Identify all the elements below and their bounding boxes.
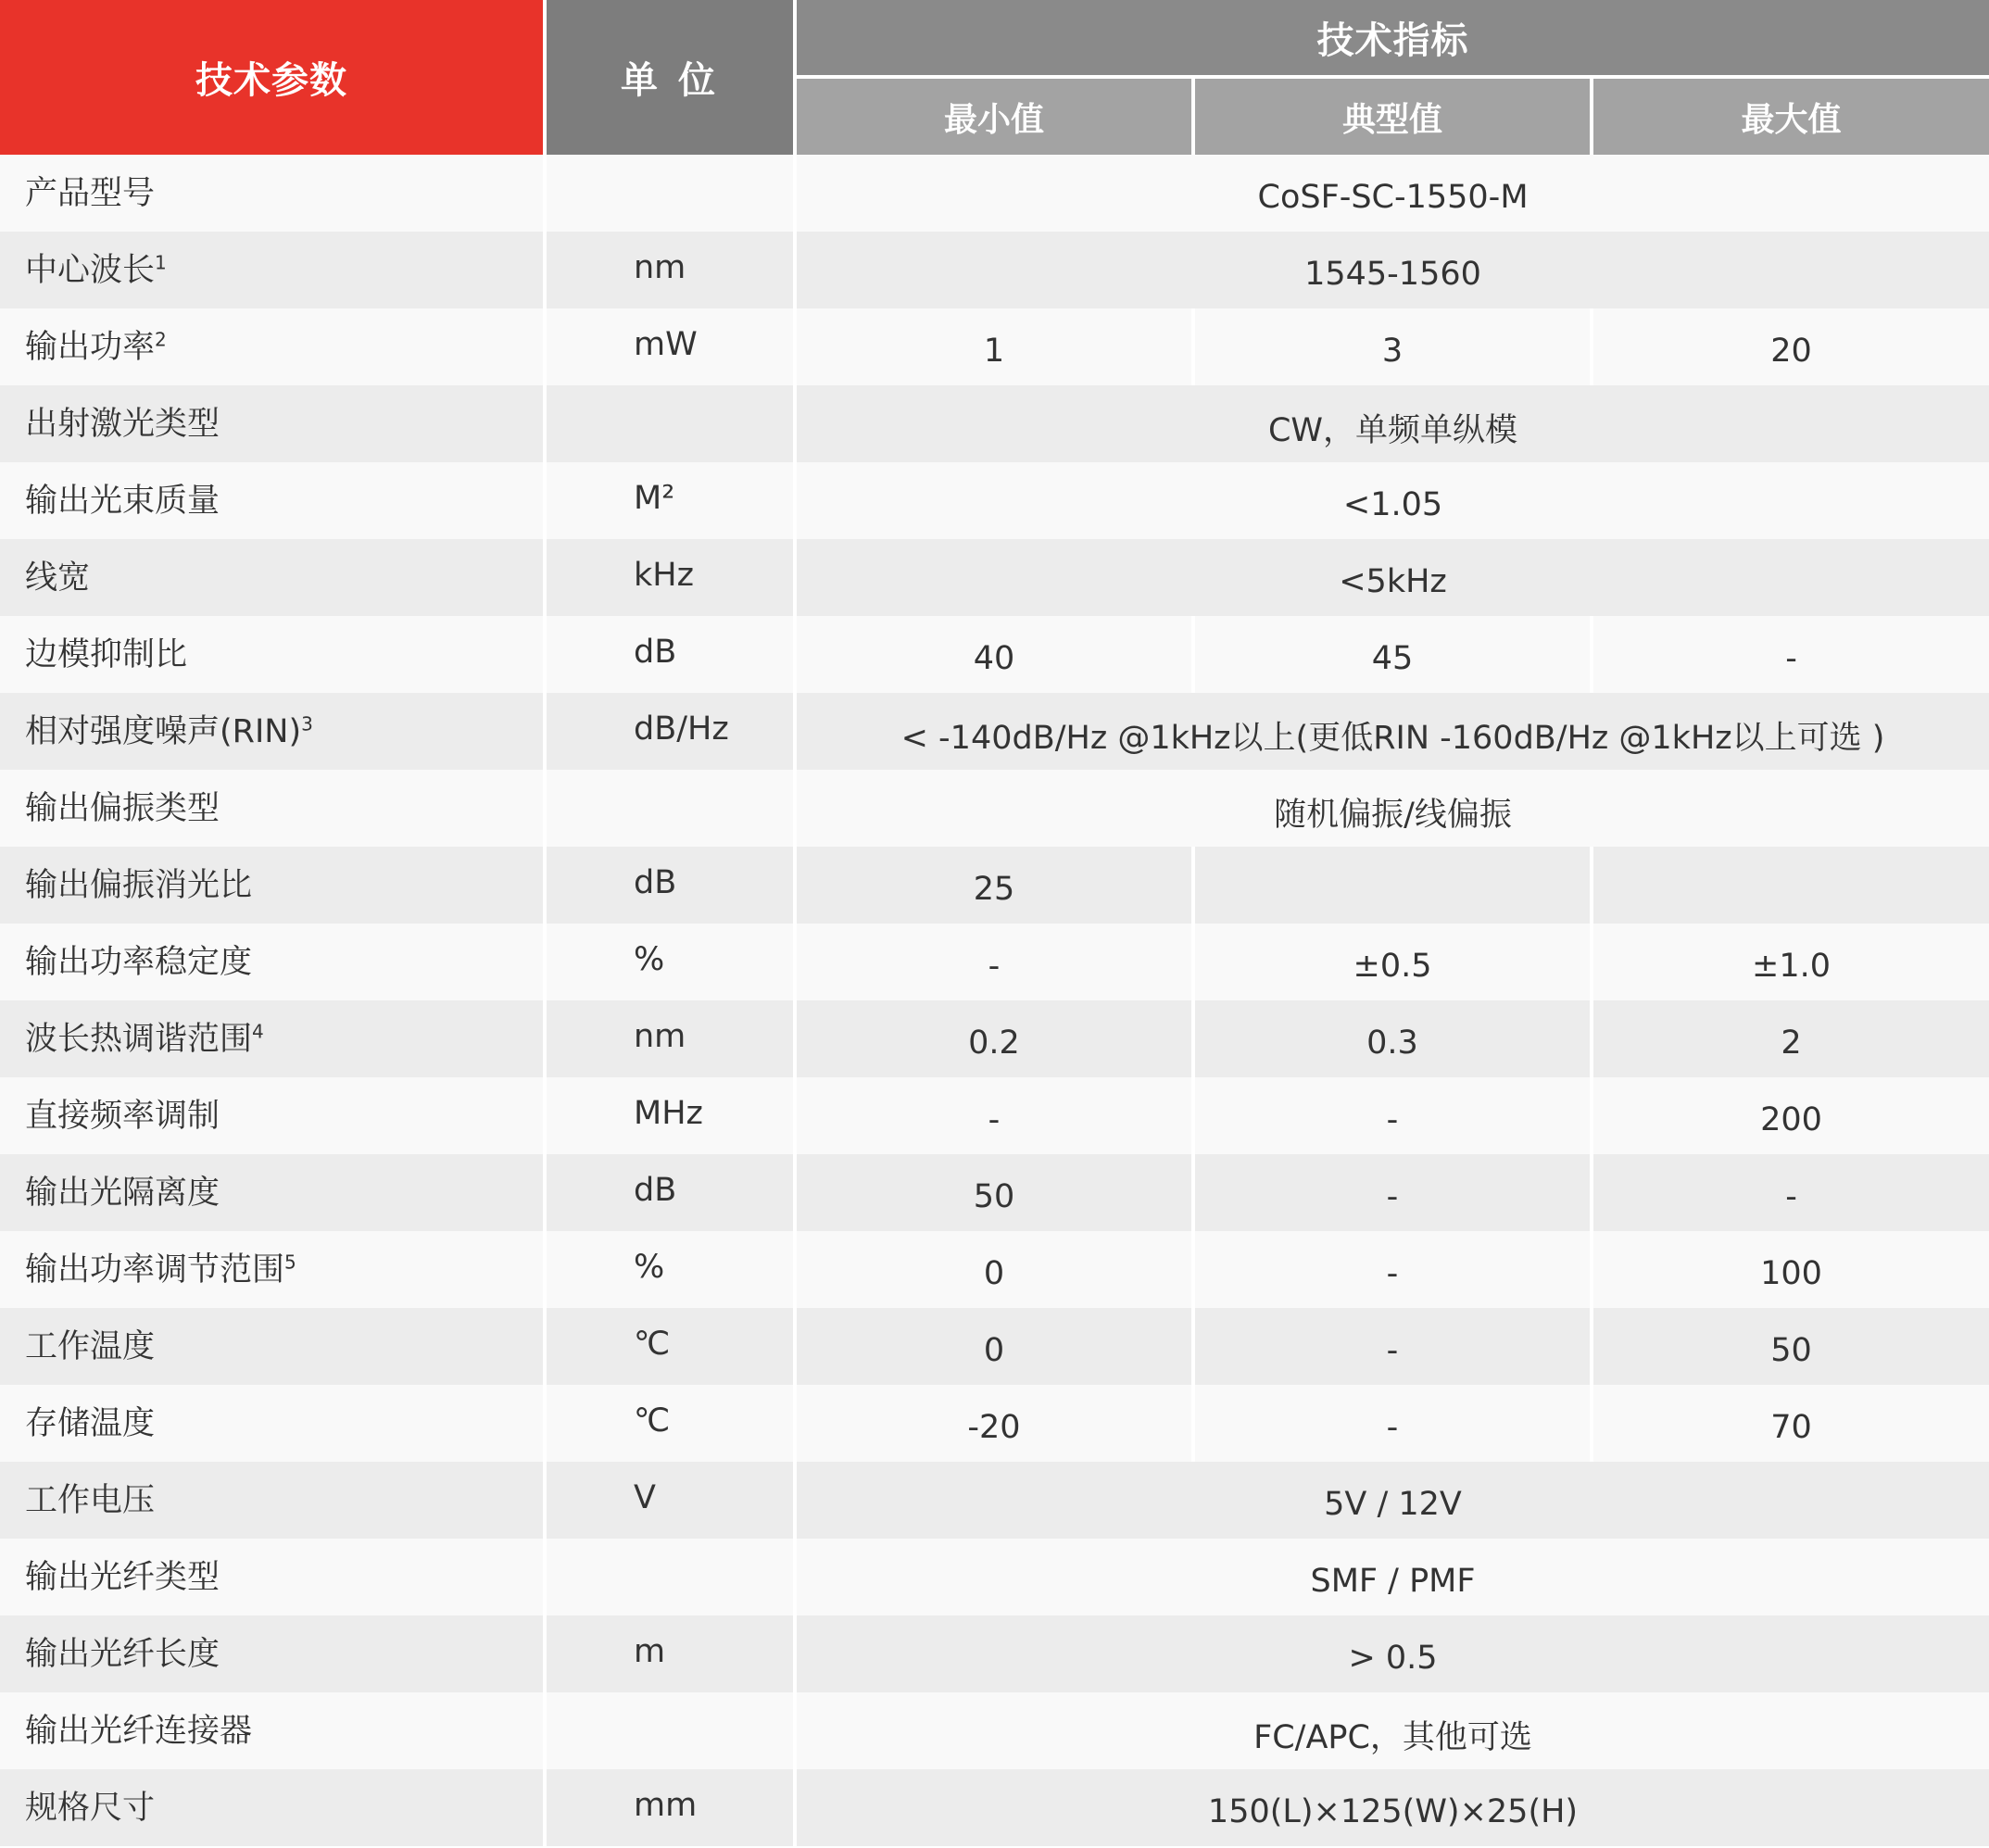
table-body	[0, 155, 1989, 1846]
table-row	[0, 1385, 1989, 1462]
table-row	[0, 308, 1989, 385]
param-cell	[0, 770, 545, 847]
table-row	[0, 155, 1989, 232]
table-row	[0, 385, 1989, 462]
param-cell	[0, 1000, 545, 1077]
min-value-cell: -	[795, 924, 1193, 1000]
spec-value-cell: SMF / PMF	[795, 1539, 1989, 1615]
min-value-cell: 0	[795, 1231, 1193, 1308]
unit-cell: dB	[545, 616, 795, 693]
table-row	[0, 1692, 1989, 1769]
param-label: 输出光隔离度	[25, 1174, 220, 1212]
param-cell	[0, 1385, 545, 1462]
spec-value-cell: CW，单频单纵模	[795, 385, 1989, 462]
unit-cell: nm	[545, 232, 795, 308]
param-label: 输出光纤连接器	[25, 1712, 253, 1750]
unit-cell	[545, 1692, 795, 1769]
typ-value-cell: 0.3	[1193, 1000, 1592, 1077]
max-value-cell: ±1.0	[1592, 924, 1989, 1000]
table-row	[0, 847, 1989, 924]
header-typ: 典型值	[1193, 77, 1592, 155]
param-label: 产品型号	[25, 174, 156, 212]
typ-value-cell: -	[1193, 1308, 1592, 1385]
min-value-cell: 50	[795, 1154, 1193, 1231]
param-label: 输出光束质量	[25, 482, 220, 520]
unit-cell: mW	[545, 308, 795, 385]
param-cell	[0, 924, 545, 1000]
unit-cell: %	[545, 924, 795, 1000]
min-value-cell: 0	[795, 1308, 1193, 1385]
param-cell	[0, 1231, 545, 1308]
table-row	[0, 1462, 1989, 1539]
unit-cell: ℃	[545, 1385, 795, 1462]
footnote-marker: 2	[155, 327, 167, 350]
param-cell	[0, 539, 545, 616]
table-row	[0, 770, 1989, 847]
unit-cell	[545, 385, 795, 462]
spec-value-cell: 随机偏振/线偏振	[795, 770, 1989, 847]
spec-value-cell: > 0.5	[795, 1615, 1989, 1692]
table-row	[0, 693, 1989, 770]
table-row	[0, 232, 1989, 308]
param-cell	[0, 385, 545, 462]
param-label: 工作电压	[25, 1481, 156, 1519]
typ-value-cell: ±0.5	[1193, 924, 1592, 1000]
param-label: 输出偏振消光比	[25, 866, 253, 904]
param-label: 输出光纤长度	[25, 1635, 220, 1673]
param-cell	[0, 1539, 545, 1615]
table-row	[0, 924, 1989, 1000]
unit-cell	[545, 770, 795, 847]
unit-cell: MHz	[545, 1077, 795, 1154]
unit-cell	[545, 1539, 795, 1615]
param-label: 输出功率调节范围	[25, 1251, 285, 1289]
param-label: 出射激光类型	[25, 405, 220, 443]
param-label: 存储温度	[25, 1404, 156, 1442]
typ-value-cell	[1193, 847, 1592, 924]
footnote-marker: 4	[252, 1019, 264, 1042]
typ-value-cell: -	[1193, 1154, 1592, 1231]
unit-cell: dB/Hz	[545, 693, 795, 770]
spec-value-cell: 1545-1560	[795, 232, 1989, 308]
min-value-cell: 40	[795, 616, 1193, 693]
param-label: 规格尺寸	[25, 1789, 156, 1827]
param-label: 波长热调谐范围	[25, 1020, 253, 1058]
max-value-cell: 50	[1592, 1308, 1989, 1385]
max-value-cell: 20	[1592, 308, 1989, 385]
unit-cell: dB	[545, 847, 795, 924]
header-param: 技术参数	[0, 0, 545, 155]
table-row	[0, 1308, 1989, 1385]
param-cell	[0, 308, 545, 385]
table-row	[0, 1154, 1989, 1231]
spec-value-cell: CoSF-SC-1550-M	[795, 155, 1989, 232]
unit-cell: kHz	[545, 539, 795, 616]
spec-value-cell: <1.05	[795, 462, 1989, 539]
spec-value-cell: FC/APC，其他可选	[795, 1692, 1989, 1769]
unit-cell: m	[545, 1615, 795, 1692]
max-value-cell	[1592, 847, 1989, 924]
max-value-cell: -	[1592, 616, 1989, 693]
param-cell	[0, 1154, 545, 1231]
min-value-cell: -	[795, 1077, 1193, 1154]
param-cell	[0, 1308, 545, 1385]
unit-cell: M²	[545, 462, 795, 539]
table-row	[0, 1615, 1989, 1692]
max-value-cell: 70	[1592, 1385, 1989, 1462]
param-cell	[0, 1615, 545, 1692]
max-value-cell: 100	[1592, 1231, 1989, 1308]
min-value-cell: 25	[795, 847, 1193, 924]
footnote-marker: 1	[155, 250, 167, 273]
typ-value-cell: 45	[1193, 616, 1592, 693]
header-max: 最大值	[1592, 77, 1989, 155]
unit-cell: nm	[545, 1000, 795, 1077]
typ-value-cell: -	[1193, 1231, 1592, 1308]
param-label: 输出功率	[25, 328, 156, 366]
max-value-cell: 200	[1592, 1077, 1989, 1154]
max-value-cell: 2	[1592, 1000, 1989, 1077]
unit-cell: ℃	[545, 1308, 795, 1385]
param-label: 相对强度噪声(RIN)	[25, 712, 302, 750]
param-label: 线宽	[25, 559, 91, 597]
table-row	[0, 539, 1989, 616]
param-cell	[0, 1692, 545, 1769]
footnote-marker: 3	[301, 711, 313, 735]
unit-cell: V	[545, 1462, 795, 1539]
max-value-cell: -	[1592, 1154, 1989, 1231]
param-cell	[0, 847, 545, 924]
param-label: 输出光纤类型	[25, 1558, 220, 1596]
param-cell	[0, 1462, 545, 1539]
table-row	[0, 1231, 1989, 1308]
param-cell	[0, 693, 545, 770]
param-label: 中心波长	[25, 251, 156, 289]
param-label: 直接频率调制	[25, 1097, 220, 1135]
param-cell	[0, 616, 545, 693]
typ-value-cell: -	[1193, 1385, 1592, 1462]
param-cell	[0, 1769, 545, 1846]
param-label: 工作温度	[25, 1327, 156, 1365]
param-cell	[0, 232, 545, 308]
header-unit: 单 位	[545, 0, 795, 155]
table-row	[0, 462, 1989, 539]
footnote-marker: 5	[284, 1250, 296, 1273]
unit-cell: %	[545, 1231, 795, 1308]
min-value-cell: 0.2	[795, 1000, 1193, 1077]
spec-value-cell: < -140dB/Hz @1kHz以上(更低RIN -160dB/Hz @1kHz以上可选 )	[795, 693, 1989, 770]
param-cell	[0, 1077, 545, 1154]
spec-value-cell: 150(L)×125(W)×25(H)	[795, 1769, 1989, 1846]
table-row	[0, 1077, 1989, 1154]
header-min: 最小值	[795, 77, 1193, 155]
table-row	[0, 1769, 1989, 1846]
table-header	[0, 0, 1989, 155]
table-row	[0, 616, 1989, 693]
unit-cell: mm	[545, 1769, 795, 1846]
spec-value-cell: <5kHz	[795, 539, 1989, 616]
param-label: 输出偏振类型	[25, 789, 220, 827]
unit-cell: dB	[545, 1154, 795, 1231]
header-spec: 技术指标	[795, 0, 1989, 77]
min-value-cell: -20	[795, 1385, 1193, 1462]
spec-value-cell: 5V / 12V	[795, 1462, 1989, 1539]
table-row	[0, 1539, 1989, 1615]
typ-value-cell: 3	[1193, 308, 1592, 385]
typ-value-cell: -	[1193, 1077, 1592, 1154]
min-value-cell: 1	[795, 308, 1193, 385]
unit-cell	[545, 155, 795, 232]
table-row	[0, 1000, 1989, 1077]
param-cell	[0, 462, 545, 539]
param-label: 输出功率稳定度	[25, 943, 253, 981]
param-label: 边模抑制比	[25, 635, 188, 673]
param-cell	[0, 155, 545, 232]
